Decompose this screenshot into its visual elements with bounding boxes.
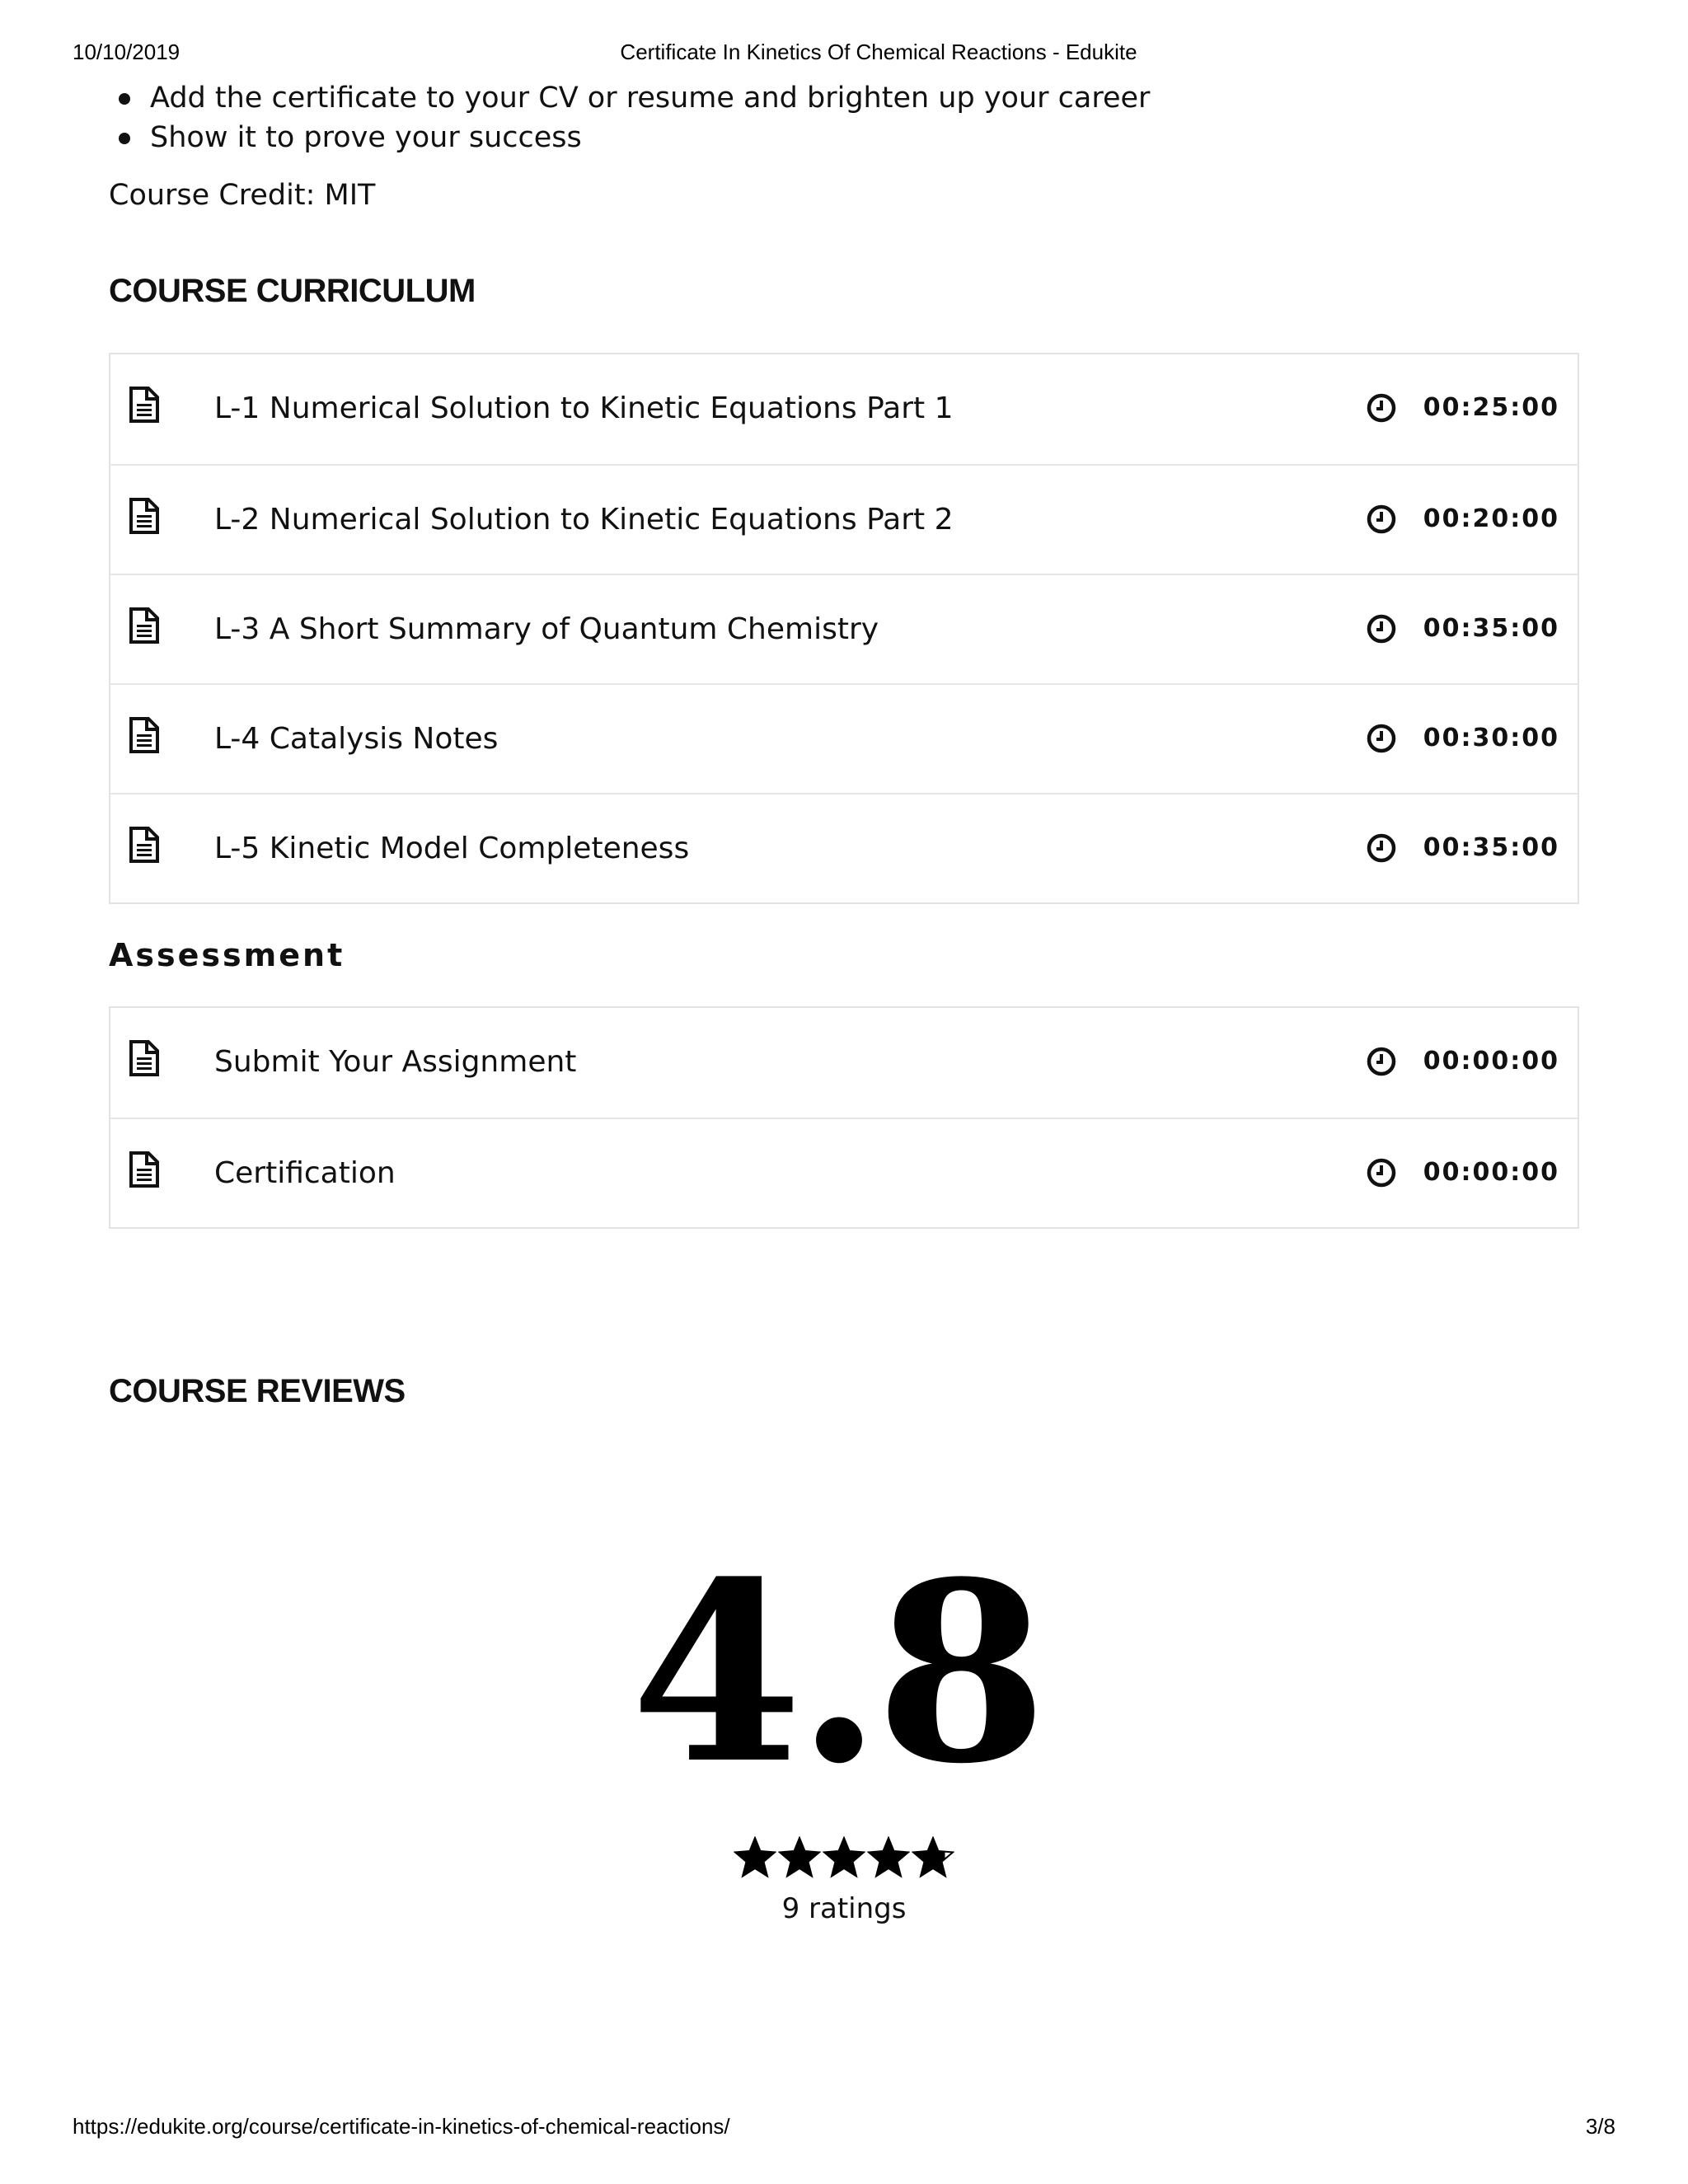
clock-icon	[1366, 613, 1397, 644]
benefit-item: Show it to prove your success	[109, 118, 1579, 157]
star-icon	[778, 1836, 821, 1879]
assessment-list	[109, 1006, 1579, 1229]
document-icon	[129, 607, 160, 644]
star-icon	[867, 1836, 910, 1879]
lesson-title[interactable]: Certification	[214, 1156, 396, 1190]
benefits-list	[109, 78, 1579, 157]
document-icon	[129, 497, 160, 535]
reviews-heading: COURSE REVIEWS	[109, 1373, 406, 1409]
lesson-title[interactable]: L-4 Catalysis Notes	[214, 722, 499, 756]
lesson-title[interactable]: Submit Your Assignment	[214, 1045, 577, 1079]
ratings-count: 9 ratings	[781, 1892, 907, 1925]
document-icon	[129, 716, 160, 754]
star-icon	[912, 1836, 954, 1879]
document-icon	[129, 386, 160, 424]
print-url: https://edukite.org/course/certificate-in-kinetics-of-chemical-reactions/	[73, 2114, 730, 2139]
lesson-title[interactable]: L-2 Numerical Solution to Kinetic Equations Part 2	[214, 503, 954, 537]
lesson-duration: 00:30:00	[1423, 724, 1559, 752]
print-footer	[0, 2114, 1688, 2142]
curriculum-list	[109, 353, 1579, 904]
benefit-item: Add the certificate to your CV or resume and brighten up your career	[109, 78, 1579, 118]
print-header	[0, 40, 1688, 68]
print-page-title: Certificate In Kinetics Of Chemical Reactions - Edukite	[620, 40, 1137, 64]
lesson-row[interactable]	[110, 1008, 1578, 1118]
assessment-heading: Assessment	[109, 937, 345, 973]
clock-icon	[1366, 1046, 1397, 1077]
clock-icon	[1366, 832, 1397, 864]
lesson-duration: 00:00:00	[1423, 1047, 1559, 1076]
document-icon	[129, 826, 160, 864]
print-date: 10/10/2019	[73, 40, 181, 64]
star-rating	[0, 1836, 1688, 1886]
course-credit: Course Credit: MIT	[109, 179, 376, 212]
lesson-row[interactable]	[110, 464, 1578, 574]
page-number: 3/8	[1585, 2114, 1615, 2139]
clock-icon	[1366, 723, 1397, 754]
lesson-duration: 00:00:00	[1423, 1158, 1559, 1187]
document-icon	[129, 1039, 160, 1077]
lesson-duration: 00:35:00	[1423, 614, 1559, 643]
clock-icon	[1366, 392, 1397, 424]
curriculum-heading: COURSE CURRICULUM	[109, 273, 476, 309]
lesson-row[interactable]	[110, 683, 1578, 793]
lesson-row[interactable]	[110, 1118, 1578, 1227]
clock-icon	[1366, 1157, 1397, 1188]
lesson-title[interactable]: L-1 Numerical Solution to Kinetic Equations Part 1	[214, 391, 954, 425]
lesson-duration: 00:20:00	[1423, 504, 1559, 533]
star-icon	[823, 1836, 865, 1879]
lesson-duration: 00:25:00	[1423, 393, 1559, 422]
lesson-duration: 00:35:00	[1423, 833, 1559, 862]
document-icon	[129, 1151, 160, 1188]
course-content	[109, 78, 1579, 1410]
rating-summary	[0, 1527, 1688, 1925]
average-rating: 4.8	[631, 1527, 1041, 1818]
lesson-title[interactable]: L-3 A Short Summary of Quantum Chemistry	[214, 612, 879, 646]
clock-icon	[1366, 504, 1397, 535]
lesson-title[interactable]: L-5 Kinetic Model Completeness	[214, 832, 690, 865]
lesson-row[interactable]	[110, 793, 1578, 902]
lesson-row[interactable]	[110, 354, 1578, 464]
star-icon	[734, 1836, 776, 1879]
lesson-row[interactable]	[110, 574, 1578, 683]
